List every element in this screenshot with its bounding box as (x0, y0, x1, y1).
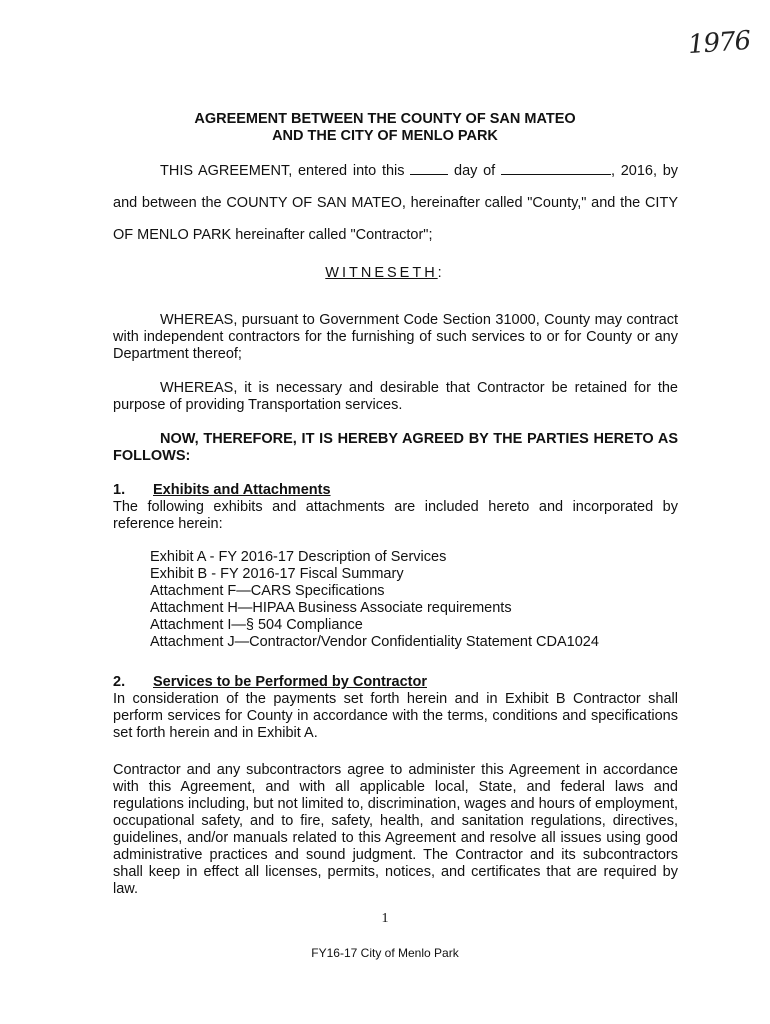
section-1-number: 1. (113, 482, 126, 498)
section-2-number: 2. (113, 674, 126, 690)
title-line-2: AND THE CITY OF MENLO PARK (272, 128, 498, 144)
attachment-item-h: Attachment H—HIPAA Business Associate requirements (150, 600, 512, 616)
intro-part-2: day of (454, 163, 496, 179)
attachment-item-j: Attachment J—Contractor/Vendor Confidentiality Statement CDA1024 (150, 634, 599, 650)
intro-paragraph (113, 155, 678, 251)
exhibit-item-a: Exhibit A - FY 2016-17 Description of Services (150, 549, 447, 565)
exhibit-list (150, 549, 599, 651)
intro-part-3: , 2016, by (610, 163, 679, 179)
page-number: 1 (381, 911, 389, 926)
section-2-body-2: Contractor and any subcontractors agree to administer this Agreement in accordance with this Agreement, and with all applicable local, State, and federal laws and regulations including, but not limited to, discrimination, wages and hours of employment, occupational safety, and to fire, safety, health, and sanitation regulations, directives, guidelines, and/or manuals related to this Agreement and resolve all issues using good administrative practices and sound judgment. The Contractor and its subcontractors shall keep in effect all licenses, permits, notices, and certificates that are required by law. (113, 762, 678, 897)
section-1-body: The following exhibits and attachments are included hereto and incorporated by reference herein: (113, 499, 678, 532)
attachment-item-f: Attachment F—CARS Specifications (150, 583, 385, 599)
attachment-item-i: Attachment I—§ 504 Compliance (150, 617, 363, 633)
witnesseth-text: WITNESETH (325, 265, 438, 281)
witnesseth-heading: WITNESETH: (325, 265, 445, 281)
now-therefore-paragraph: NOW, THEREFORE, IT IS HEREBY AGREED BY THE PARTIES HERETO AS FOLLOWS: (113, 431, 678, 464)
section-2-title: Services to be Performed by Contractor (153, 674, 427, 690)
month-blank (501, 162, 611, 175)
section-2-heading (113, 674, 427, 690)
section-1-title: Exhibits and Attachments (153, 482, 331, 498)
exhibit-item-b: Exhibit B - FY 2016-17 Fiscal Summary (150, 566, 404, 582)
page-footer: FY16-17 City of Menlo Park (311, 946, 459, 960)
whereas-paragraph-2: WHEREAS, it is necessary and desirable that Contractor be retained for the purpose of providing Transportation services. (113, 380, 678, 413)
intro-part-1: THIS AGREEMENT, entered into this (160, 163, 405, 179)
section-2-body-1: In consideration of the payments set forth herein and in Exhibit B Contractor shall perform services for County in accordance with the terms, conditions and specifications set forth herein and in Exhibit A. (113, 691, 678, 741)
intro-rest: and between the COUNTY OF SAN MATEO, hereinafter called "County," and the CITY OF MENLO PARK hereinafter called "Contractor"; (113, 195, 678, 243)
whereas-paragraph-1: WHEREAS, pursuant to Government Code Section 31000, County may contract with independent contractors for the furnishing of such services to or for County or any Department thereof; (113, 312, 678, 362)
title-line-1: AGREEMENT BETWEEN THE COUNTY OF SAN MATEO (194, 111, 576, 127)
section-1-heading (113, 482, 331, 498)
day-blank (410, 162, 448, 175)
handwritten-note: 1976 (687, 25, 752, 61)
